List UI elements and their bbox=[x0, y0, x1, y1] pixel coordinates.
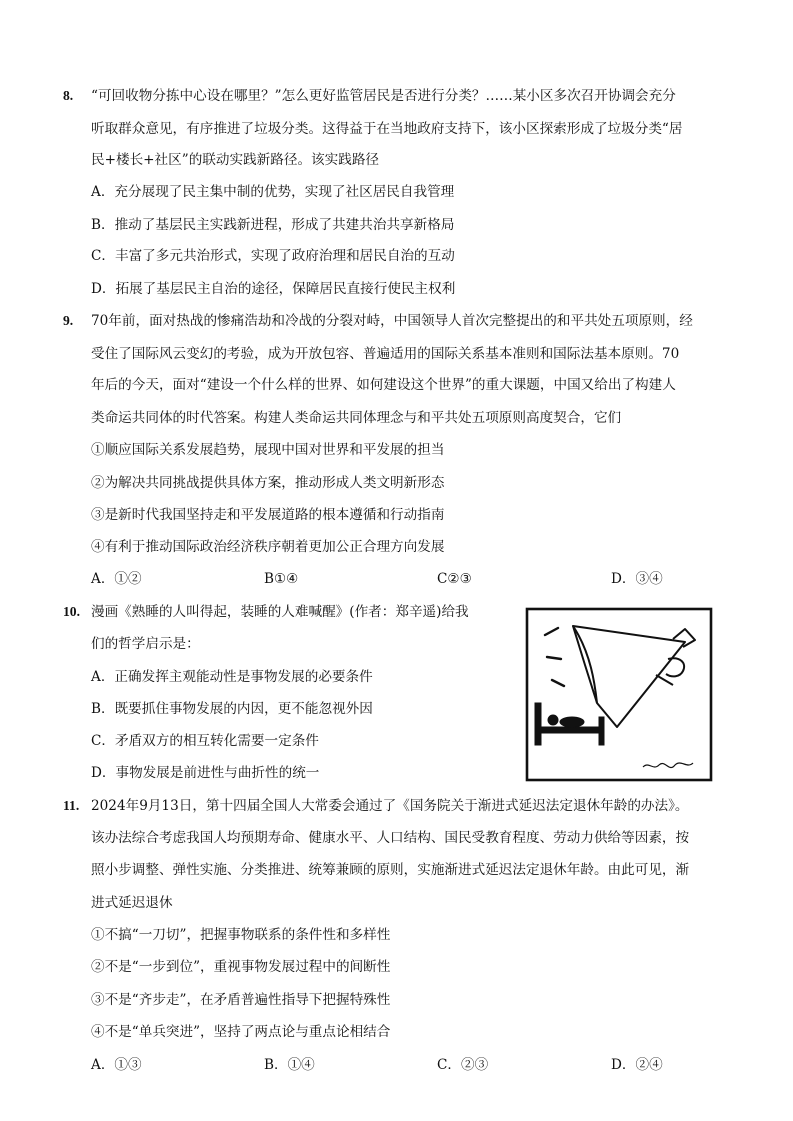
q11-option-c: C．②③ bbox=[437, 1057, 489, 1073]
q10-option-c: C．矛盾双方的相互转化需要一定条件 bbox=[91, 733, 319, 749]
question-8-number: 8. bbox=[63, 88, 74, 103]
q9-statement-4: ④有利于推动国际政治经济秩序朝着更加公正合理方向发展 bbox=[91, 539, 445, 555]
q9-stem-line-1: 70年前，面对热战的惨痛浩劫和冷战的分裂对峙，中国领导人首次完整提出的和平共处五项原则，经 bbox=[91, 313, 693, 329]
q10-stem-line-1: 漫画《熟睡的人叫得起，装睡的人难喊醒》(作者：郑辛遥)给我 bbox=[91, 604, 469, 620]
q9-option-d: D．③④ bbox=[611, 571, 663, 587]
q11-option-d: D．②④ bbox=[611, 1057, 663, 1073]
q11-stem-line-2: 该办法综合考虑我国人均预期寿命、健康水平、人口结构、国民受教育程度、劳动力供给等因素，按 bbox=[91, 830, 690, 846]
q9-option-c: C②③ bbox=[437, 571, 472, 587]
q11-statement-4: ④不是“单兵突进”，坚持了两点论与重点论相结合 bbox=[91, 1024, 391, 1040]
q11-stem-line-1: 2024年9月13日，第十四届全国人大常委会通过了《国务院关于渐进式延迟法定退休年龄的办法》。 bbox=[91, 798, 689, 814]
q9-statement-1: ①顺应国际关系发展趋势，展现中国对世界和平发展的担当 bbox=[91, 442, 445, 458]
q8-stem-line-1: “可回收物分拣中心设在哪里？”怎么更好监管居民是否进行分类？……某小区多次召开协调会充分 bbox=[91, 88, 676, 104]
question-9-number: 9. bbox=[63, 313, 74, 328]
q9-stem-line-4: 类命运共同体的时代答案。构建人类命运共同体理念与和平共处五项原则高度契合，它们 bbox=[91, 410, 622, 426]
q8-option-d: D．拓展了基层民主自治的途径，保障居民直接行使民主权利 bbox=[91, 281, 456, 297]
q10-option-a: A．正确发挥主观能动性是事物发展的必要条件 bbox=[91, 669, 373, 685]
q8-option-b: B．推动了基层民主实践新进程，形成了共建共治共享新格局 bbox=[91, 217, 455, 233]
question-10-number: 10. bbox=[63, 604, 80, 619]
q9-option-a: A．①② bbox=[91, 571, 142, 587]
q9-statement-3: ③是新时代我国坚持走和平发展道路的根本遵循和行动指南 bbox=[91, 507, 445, 523]
q9-statement-2: ②为解决共同挑战提供具体方案，推动形成人类文明新形态 bbox=[91, 475, 445, 491]
q9-option-b: B①④ bbox=[264, 571, 299, 587]
q11-stem-line-4: 进式延迟退休 bbox=[91, 895, 173, 911]
q10-option-b: B．既要抓住事物发展的内因，更不能忽视外因 bbox=[91, 701, 373, 717]
q10-stem-line-2: 们的哲学启示是： bbox=[91, 636, 200, 652]
q11-option-b: B．①④ bbox=[264, 1057, 315, 1073]
q9-stem-line-2: 受住了国际风云变幻的考验，成为开放包容、普遍适用的国际关系基本准则和国际法基本原则。70 bbox=[91, 346, 680, 362]
q9-stem-line-3: 年后的今天，面对“建设一个什么样的世界、如何建设这个世界”的重大课题，中国又给出了构建人 bbox=[91, 377, 676, 393]
question-11-number: 11. bbox=[63, 798, 80, 813]
q11-statement-2: ②不是“一步到位”，重视事物发展过程中的间断性 bbox=[91, 959, 391, 975]
q8-stem-line-3: 民+楼长+社区”的联动实践新路径。该实践路径 bbox=[91, 152, 380, 168]
q8-option-a: A．充分展现了民主集中制的优势，实现了社区居民自我管理 bbox=[91, 184, 455, 200]
q8-stem-line-2: 听取群众意见，有序推进了垃圾分类。这得益于在当地政府支持下，该小区探索形成了垃圾分类“居 bbox=[91, 121, 683, 137]
q11-statement-1: ①不搞“一刀切”，把握事物联系的条件性和多样性 bbox=[91, 927, 391, 943]
q11-stem-line-3: 照小步调整、弹性实施、分类推进、统筹兼顾的原则，实施渐进式延迟法定退休年龄。由此可见，渐 bbox=[91, 862, 690, 878]
q8-option-c: C．丰富了多元共治形式，实现了政府治理和居民自治的互动 bbox=[91, 248, 455, 264]
q10-option-d: D．事物发展是前进性与曲折性的统一 bbox=[91, 765, 320, 781]
cartoon-illustration bbox=[525, 607, 713, 782]
q11-option-a: A．①③ bbox=[91, 1057, 142, 1073]
q11-statement-3: ③不是“齐步走”，在矛盾普遍性指导下把握特殊性 bbox=[91, 992, 391, 1008]
